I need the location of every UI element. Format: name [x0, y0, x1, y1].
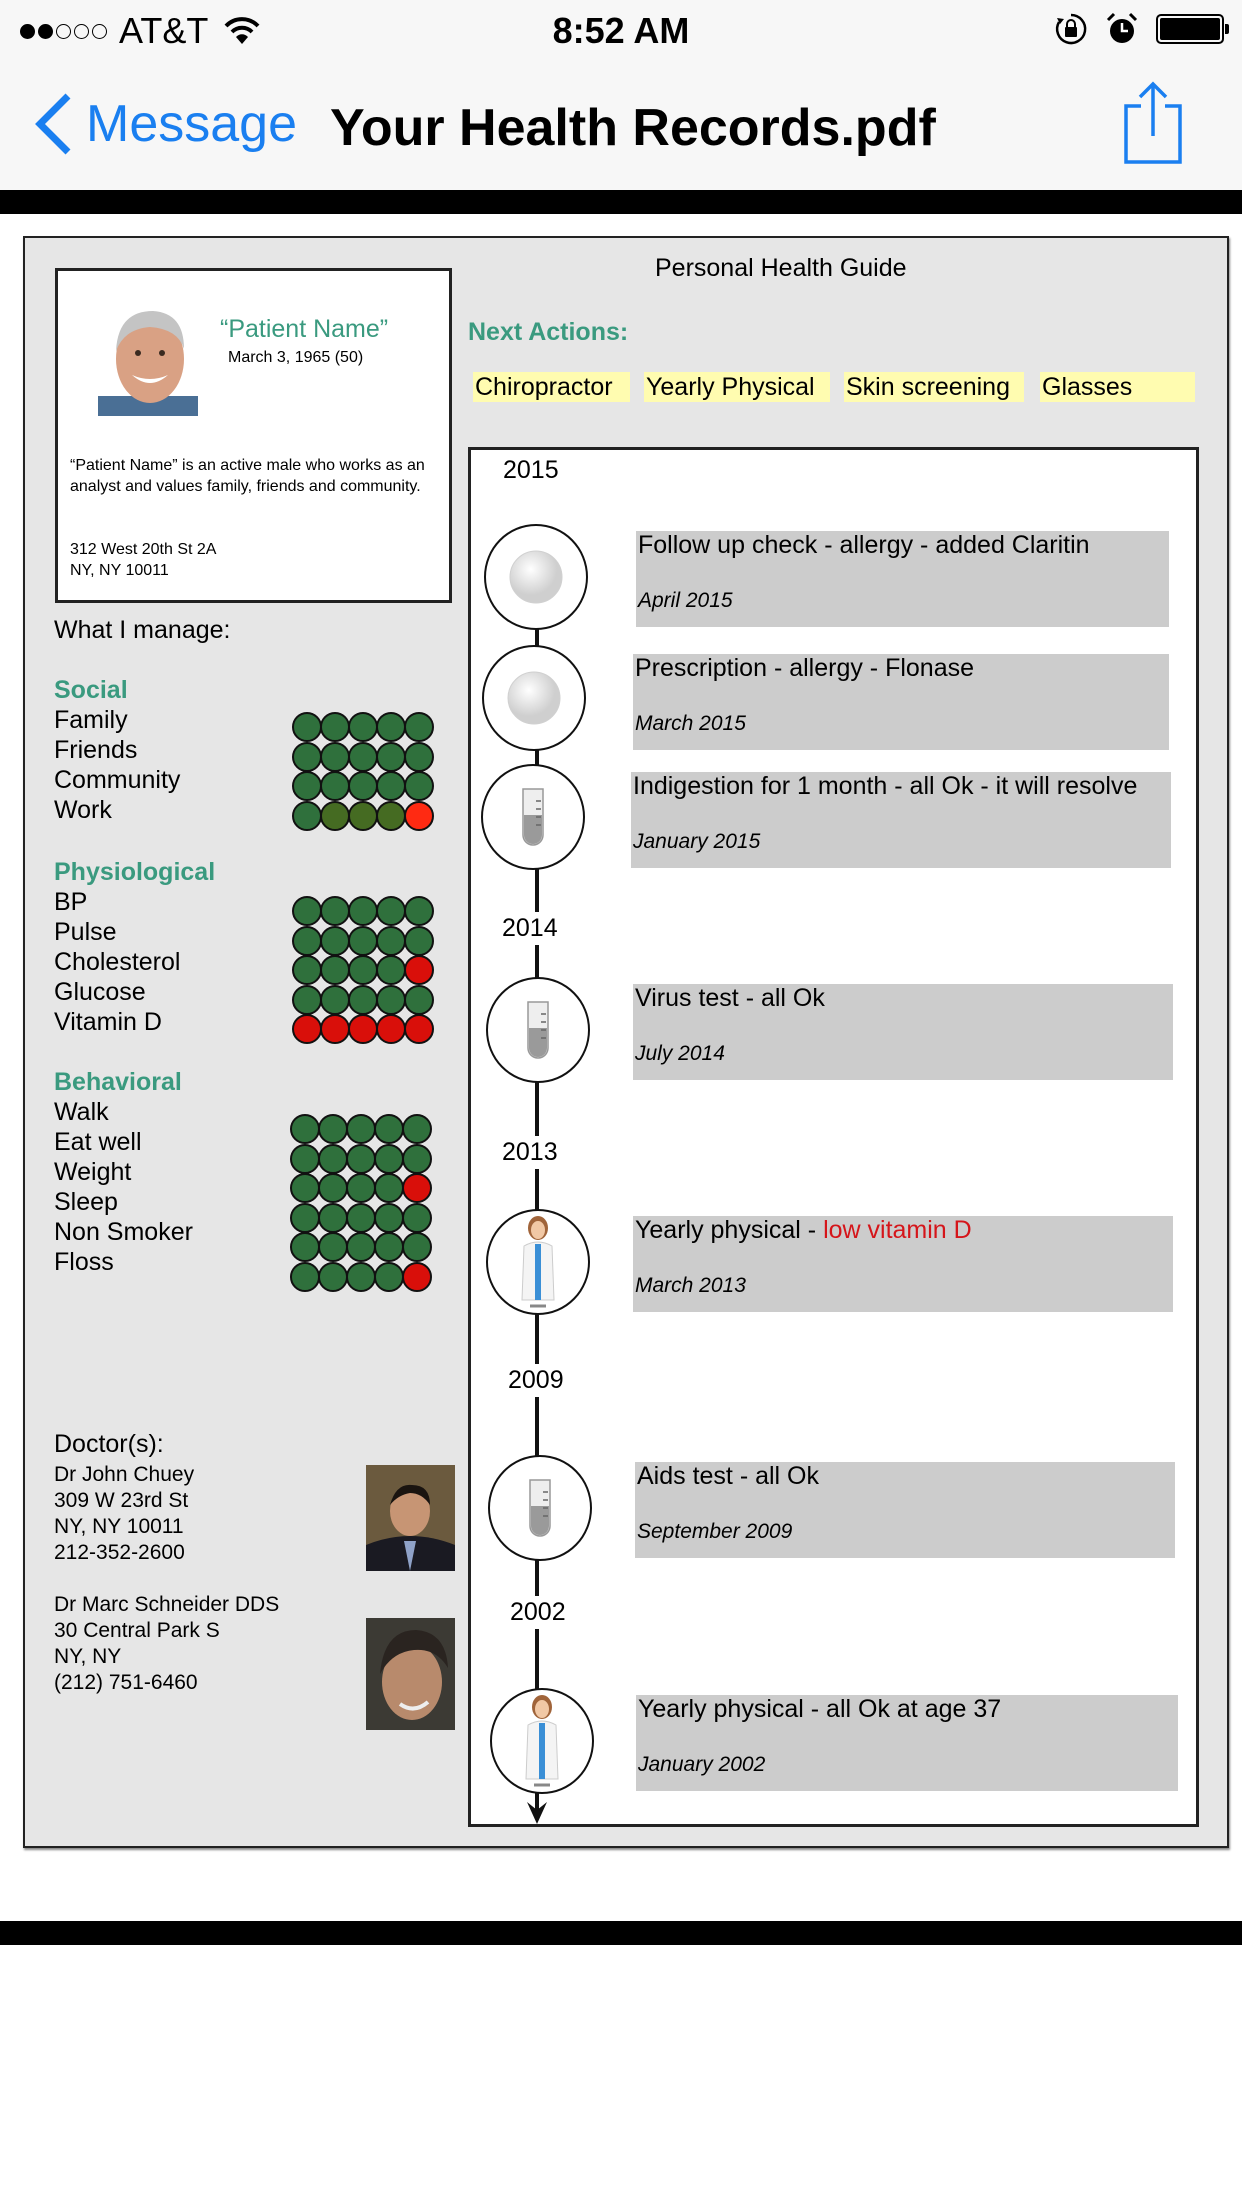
- status-dot: [374, 1114, 404, 1144]
- status-dot: [404, 955, 434, 985]
- event-title-alert: low vitamin D: [823, 1216, 972, 1244]
- event-date: September 2009: [637, 1520, 793, 1543]
- event-node[interactable]: [486, 977, 590, 1083]
- status-dot: [404, 771, 434, 801]
- alarm-icon: [1106, 12, 1138, 46]
- status-dot: [404, 985, 434, 1015]
- pill-icon: [506, 670, 562, 726]
- category-social: Social: [54, 676, 128, 704]
- carrier-name: AT&T: [119, 10, 209, 51]
- status-dot: [292, 742, 322, 772]
- status-dot: [374, 1262, 404, 1292]
- doctors-label: Doctor(s):: [54, 1430, 164, 1458]
- doctor-2-photo: [366, 1618, 455, 1730]
- patient-dob: March 3, 1965 (50): [228, 349, 364, 366]
- status-dot: [348, 1014, 378, 1044]
- timeline-event[interactable]: [633, 1216, 1173, 1312]
- doctor-phone[interactable]: 212-352-2600: [54, 1541, 185, 1564]
- status-dot: [346, 1114, 376, 1144]
- patient-address-line1: 312 West 20th St 2A: [70, 541, 217, 558]
- status-dot: [404, 926, 434, 956]
- next-actions-label: Next Actions:: [468, 318, 629, 346]
- test-tube-icon: [520, 787, 546, 847]
- status-dot: [376, 712, 406, 742]
- status-dot: [346, 1232, 376, 1262]
- manage-item: Work: [54, 796, 112, 824]
- doctor-2-info: [54, 1592, 279, 1696]
- doctor-1-info: [54, 1462, 194, 1566]
- manage-item: Non Smoker: [54, 1218, 193, 1246]
- status-dot: [346, 1203, 376, 1233]
- manage-item: Walk: [54, 1098, 109, 1126]
- event-title: Virus test - all Ok: [635, 984, 825, 1012]
- doctor-address: 30 Central Park S: [54, 1619, 220, 1642]
- doctor-name: Dr Marc Schneider DDS: [54, 1593, 280, 1616]
- document-edge-bottom: [0, 1921, 1242, 1945]
- manage-item: Pulse: [54, 918, 117, 946]
- patient-description: “Patient Name” is an active male who works as an analyst and values family, friends and community.: [70, 457, 425, 495]
- status-dot: [346, 1144, 376, 1174]
- event-node[interactable]: [482, 645, 586, 751]
- event-node[interactable]: [488, 1455, 592, 1561]
- timeline-event[interactable]: [633, 654, 1169, 750]
- manage-item: BP: [54, 888, 88, 916]
- status-icons: [1054, 12, 1224, 46]
- timeline-event[interactable]: [635, 1462, 1175, 1558]
- doctor-1-photo: [366, 1465, 455, 1571]
- doctor-phone[interactable]: (212) 751-6460: [54, 1671, 198, 1694]
- event-node[interactable]: [484, 524, 588, 630]
- manage-item: Cholesterol: [54, 948, 181, 976]
- status-dot: [376, 771, 406, 801]
- status-dot: [404, 712, 434, 742]
- status-dot: [292, 896, 322, 926]
- event-date: March 2013: [635, 1274, 746, 1297]
- status-dot: [402, 1232, 432, 1262]
- status-dot: [404, 742, 434, 772]
- status-dot: [320, 955, 350, 985]
- status-dot: [348, 712, 378, 742]
- clock: 8:52 AM: [552, 10, 690, 51]
- patient-name: “Patient Name”: [220, 315, 389, 343]
- status-dot: [320, 771, 350, 801]
- patient-address-line2: NY, NY 10011: [70, 562, 169, 579]
- status-dot: [292, 801, 322, 831]
- event-title: Prescription - allergy - Flonase: [635, 654, 975, 682]
- document-title: Your Health Records.pdf: [330, 99, 936, 157]
- status-dot: [290, 1262, 320, 1292]
- status-dot: [290, 1114, 320, 1144]
- status-dot: [402, 1173, 432, 1203]
- status-dot: [404, 896, 434, 926]
- event-title: Indigestion for 1 month - all Ok - it will resolve: [633, 772, 1138, 800]
- document-edge-top: [0, 190, 1242, 214]
- event-date: July 2014: [635, 1042, 725, 1065]
- share-button[interactable]: [1122, 80, 1184, 171]
- status-dot: [348, 771, 378, 801]
- year-label: 2013: [502, 1136, 558, 1169]
- event-node[interactable]: [490, 1688, 594, 1794]
- battery-icon: [1156, 14, 1224, 44]
- timeline-event[interactable]: [636, 531, 1169, 627]
- status-dot: [290, 1203, 320, 1233]
- next-action-glasses[interactable]: Glasses: [1040, 372, 1195, 402]
- status-dot: [290, 1232, 320, 1262]
- status-dot: [318, 1173, 348, 1203]
- status-dot: [376, 801, 406, 831]
- status-dot: [318, 1203, 348, 1233]
- event-date: January 2015: [633, 830, 761, 853]
- event-date: January 2002: [638, 1753, 766, 1776]
- year-label: 2015: [503, 456, 559, 484]
- event-date: April 2015: [638, 589, 733, 612]
- manage-item: Sleep: [54, 1188, 118, 1216]
- next-action-yearly-physical[interactable]: Yearly Physical: [644, 372, 830, 402]
- status-dot: [318, 1114, 348, 1144]
- guide-title: Personal Health Guide: [655, 254, 907, 282]
- event-title: [635, 1216, 972, 1245]
- status-dot: [318, 1262, 348, 1292]
- chevron-left-icon: [34, 92, 72, 156]
- status-dot: [290, 1173, 320, 1203]
- status-dot: [320, 985, 350, 1015]
- status-dot: [290, 1144, 320, 1174]
- status-dot: [348, 985, 378, 1015]
- manage-item: Weight: [54, 1158, 132, 1186]
- status-dot: [376, 955, 406, 985]
- status-dot: [348, 801, 378, 831]
- timeline-arrow-icon: [526, 1800, 548, 1826]
- status-dot: [404, 801, 434, 831]
- status-dot: [320, 742, 350, 772]
- timeline-event[interactable]: [636, 1695, 1178, 1791]
- category-behavioral: Behavioral: [54, 1068, 182, 1096]
- status-dot: [320, 801, 350, 831]
- event-node[interactable]: [486, 1209, 590, 1315]
- year-label: 2002: [510, 1596, 566, 1629]
- manage-label: What I manage:: [54, 616, 231, 644]
- status-dot: [376, 985, 406, 1015]
- patient-avatar: [98, 301, 198, 416]
- status-dot: [376, 926, 406, 956]
- patient-address: [70, 539, 216, 581]
- manage-item: Family: [54, 706, 128, 734]
- event-node[interactable]: [481, 764, 585, 870]
- patient-card: [55, 268, 452, 603]
- manage-item: Eat well: [54, 1128, 142, 1156]
- status-dot: [402, 1114, 432, 1144]
- status-dot: [404, 1014, 434, 1044]
- timeline-event[interactable]: [633, 984, 1173, 1080]
- manage-item: Vitamin D: [54, 1008, 162, 1036]
- doctor-name: Dr John Chuey: [54, 1463, 195, 1486]
- status-dot: [292, 955, 322, 985]
- test-tube-icon: [527, 1478, 553, 1538]
- status-dot: [374, 1144, 404, 1174]
- status-dot: [348, 926, 378, 956]
- next-action-skin-screening[interactable]: Skin screening: [844, 372, 1024, 402]
- share-icon: [1122, 80, 1184, 166]
- manage-item: Community: [54, 766, 181, 794]
- status-dot: [348, 955, 378, 985]
- doctor-address: 309 W 23rd St: [54, 1489, 189, 1512]
- year-label: 2014: [502, 912, 558, 945]
- status-dot: [374, 1232, 404, 1262]
- status-dot: [292, 926, 322, 956]
- status-dot: [348, 742, 378, 772]
- event-title-text: Yearly physical -: [635, 1216, 824, 1244]
- status-dot: [402, 1203, 432, 1233]
- status-dot: [292, 712, 322, 742]
- status-dot: [320, 926, 350, 956]
- doctor-city: NY, NY 10011: [54, 1515, 184, 1538]
- category-physiological: Physiological: [54, 858, 216, 886]
- status-dot: [376, 896, 406, 926]
- event-date: March 2015: [635, 712, 746, 735]
- status-dot: [346, 1262, 376, 1292]
- doctor-city: NY, NY: [54, 1645, 122, 1668]
- status-dot: [374, 1173, 404, 1203]
- event-title: Yearly physical - all Ok at age 37: [638, 1695, 1002, 1723]
- back-button[interactable]: [34, 92, 297, 156]
- orientation-lock-icon: [1054, 12, 1088, 46]
- event-title: Follow up check - allergy - added Claritin: [638, 531, 1090, 559]
- status-dot: [346, 1173, 376, 1203]
- pill-icon: [508, 549, 564, 605]
- test-tube-icon: [525, 1000, 551, 1060]
- year-label: 2009: [508, 1364, 564, 1397]
- manage-item: Glucose: [54, 978, 146, 1006]
- status-dot: [318, 1144, 348, 1174]
- back-button-label: Message: [86, 95, 297, 153]
- manage-item: Friends: [54, 736, 138, 764]
- status-dot: [402, 1262, 432, 1292]
- doctor-icon: [522, 1693, 562, 1789]
- status-dot: [292, 1014, 322, 1044]
- status-dot: [348, 896, 378, 926]
- status-dot: [376, 1014, 406, 1044]
- manage-item: Floss: [54, 1248, 114, 1276]
- status-dot: [320, 712, 350, 742]
- status-bar: [0, 0, 1242, 62]
- navigation-bar: [0, 62, 1242, 190]
- status-dot: [376, 742, 406, 772]
- status-dot: [402, 1144, 432, 1174]
- timeline-event[interactable]: [631, 772, 1171, 868]
- event-title: Aids test - all Ok: [637, 1462, 819, 1490]
- status-dot: [292, 771, 322, 801]
- status-dot: [320, 1014, 350, 1044]
- doctor-icon: [518, 1214, 558, 1310]
- status-dot: [292, 985, 322, 1015]
- next-action-chiropractor[interactable]: Chiropractor: [473, 372, 630, 402]
- status-dot: [318, 1232, 348, 1262]
- status-dot: [320, 896, 350, 926]
- status-dot: [374, 1203, 404, 1233]
